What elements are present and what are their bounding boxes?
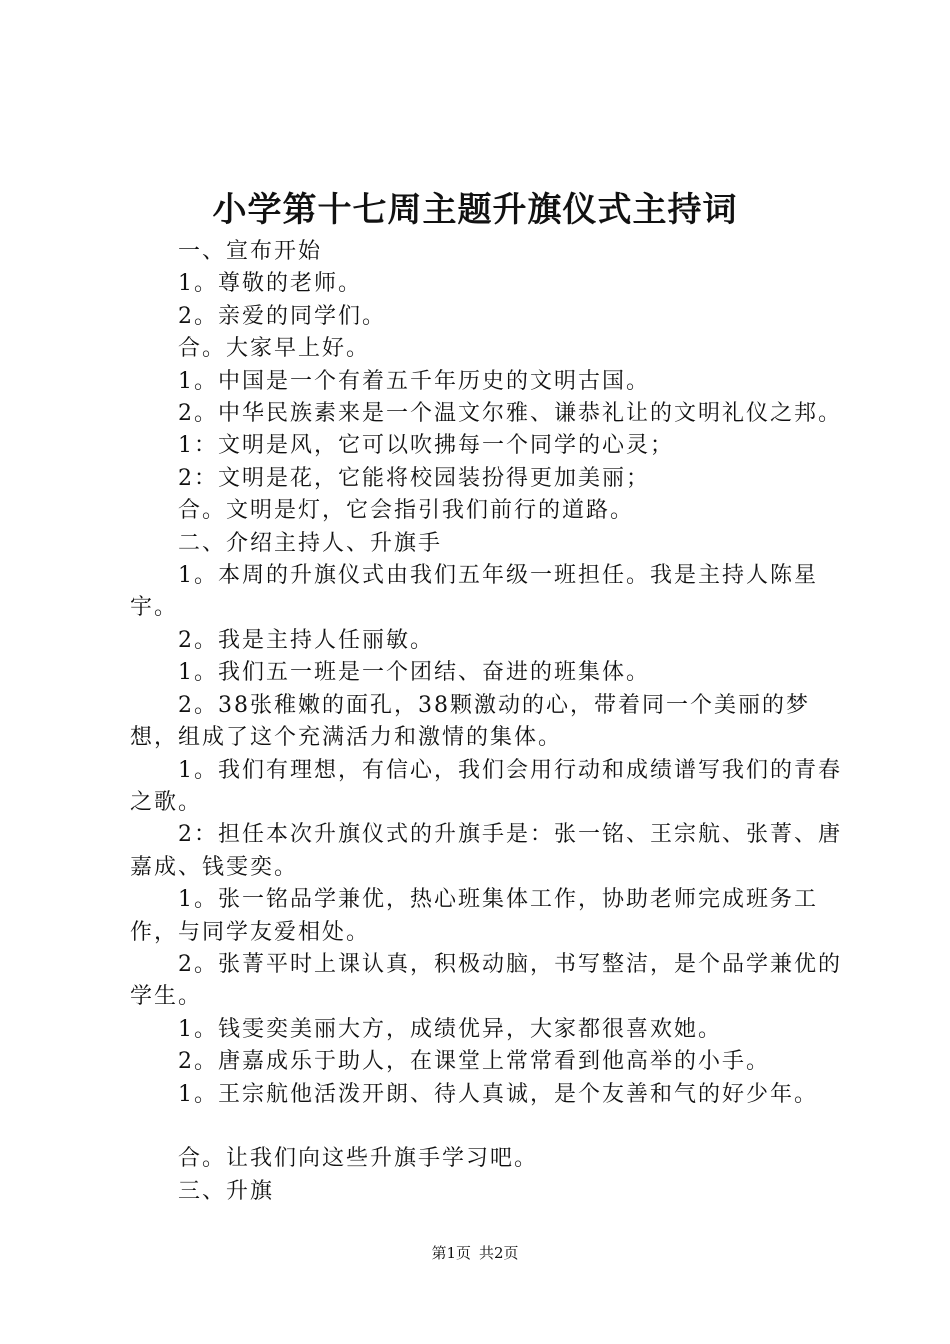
paragraph: 2。38张稚嫩的面孔，38颗激动的心，带着同一个美丽的梦想，组成了这个充满活力和激情的集体。 [130, 692, 810, 751]
paragraph: 2。唐嘉成乐于助人，在课堂上常常看到他高举的小手。 [178, 1049, 770, 1075]
paragraph: 2。亲爱的同学们。 [178, 303, 386, 329]
paragraph: 2。中华民族素来是一个温文尔雅、谦恭礼让的文明礼仪之邦。 [178, 401, 842, 427]
document-title: 小学第十七周主题升旗仪式主持词 [212, 190, 738, 230]
page-total: 共2页 [479, 1244, 519, 1262]
paragraph: 合。让我们向这些升旗手学习吧。 [178, 1146, 539, 1172]
paragraph: 1：文明是风，它可以吹拂每一个同学的心灵； [178, 433, 674, 459]
paragraph: 2：文明是花，它能将校园装扮得更加美丽； [178, 465, 650, 491]
paragraph: 合。大家早上好。 [178, 336, 371, 362]
paragraph: 1。本周的升旗仪式由我们五年级一班担任。我是主持人陈星宇。 [130, 563, 818, 621]
paragraph: 二、介绍主持人、升旗手 [178, 530, 443, 556]
page-number: 第1页 [431, 1244, 471, 1262]
paragraph: 1。钱雯奕美丽大方，成绩优异，大家都很喜欢她。 [178, 1016, 722, 1042]
paragraph: 1。我们五一班是一个团结、奋进的班集体。 [178, 660, 650, 686]
paragraph: 合。文明是灯，它会指引我们前行的道路。 [178, 498, 635, 524]
paragraph: 一、宣布开始 [178, 239, 323, 264]
paragraph: 1。中国是一个有着五千年历史的文明古国。 [178, 368, 650, 394]
paragraph: 2。我是主持人任丽敏。 [178, 627, 434, 653]
page-footer [0, 1243, 950, 1263]
paragraph: 1。王宗航他活泼开朗、待人真诚，是个友善和气的好少年。 [178, 1081, 818, 1107]
paragraph: 三、升旗 [178, 1178, 275, 1204]
paragraph: 2：担任本次升旗仪式的升旗手是：张一铭、王宗航、张菁、唐嘉成、钱雯奕。 [130, 822, 842, 880]
paragraph: 2。张菁平时上课认真，积极动脑，书写整洁，是个品学兼优的学生。 [130, 951, 842, 1010]
paragraph: 1。张一铭品学兼优，热心班集体工作，协助老师完成班务工作，与同学友爱相处。 [130, 887, 818, 945]
paragraph: 1。我们有理想，有信心，我们会用行动和成绩谱写我们的青春之歌。 [130, 757, 842, 815]
document-body [130, 236, 850, 1208]
blank-line [130, 1111, 850, 1143]
paragraph: 1。尊敬的老师。 [178, 271, 362, 297]
